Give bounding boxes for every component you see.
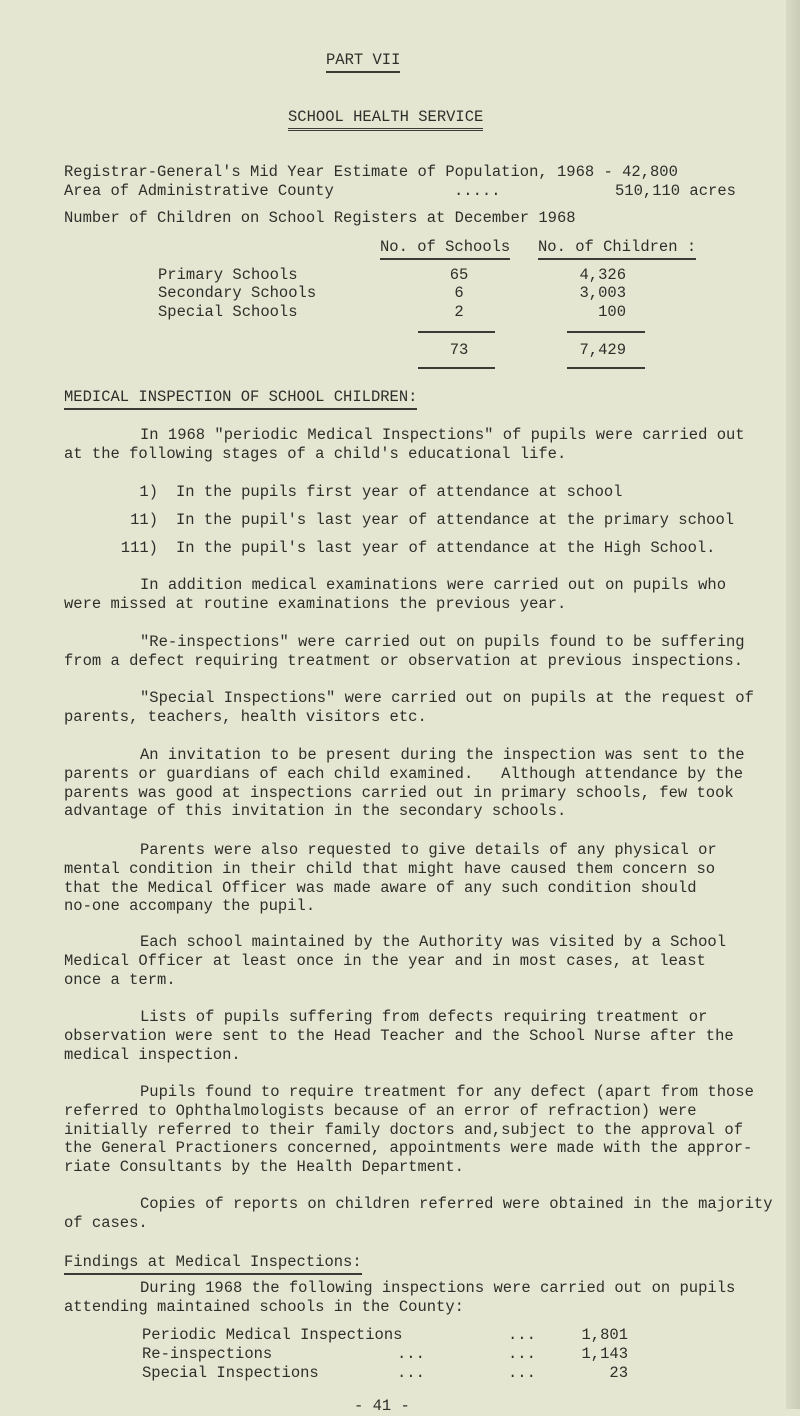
stage-number: 1): [139, 483, 158, 501]
total-schools: 73: [449, 341, 469, 359]
text-line: parents was good at inspections carried out in primary schools, few took: [64, 783, 734, 802]
findings-label: Re-inspections: [142, 1345, 273, 1363]
findings-label: Periodic Medical Inspections: [142, 1326, 403, 1344]
findings-dots: ...: [397, 1364, 425, 1382]
paragraph: [64, 841, 764, 916]
findings-dots: ...: [397, 1345, 425, 1363]
divider: [418, 331, 495, 333]
page-number: - 41 -: [354, 1397, 410, 1415]
text-line: Lists of pupils suffering from defects requiring treatment or: [140, 1008, 708, 1026]
row-children: 4,326: [579, 266, 626, 284]
row-children: 3,003: [579, 284, 626, 302]
findings-label: Special Inspections: [142, 1364, 319, 1382]
text-line: medical inspection.: [64, 1045, 241, 1064]
text-line: initially referred to their family doctors and,subject to the approval of: [64, 1120, 744, 1139]
paragraph: [64, 746, 764, 821]
paragraph: [64, 576, 764, 614]
text-line: no-one accompany the pupil.: [64, 897, 316, 916]
findings-value: 1,143: [581, 1345, 628, 1363]
medical-heading: MEDICAL INSPECTION OF SCHOOL CHILDREN:: [64, 387, 417, 410]
divider: [418, 367, 495, 369]
text-line: In 1968 "periodic Medical Inspections" of pupils were carried out: [140, 426, 745, 444]
paragraph: [64, 933, 764, 989]
findings-value: 1,801: [581, 1326, 628, 1344]
text-line: parents, teachers, health visitors etc.: [64, 707, 427, 726]
findings-dots: ...: [508, 1364, 536, 1382]
text-line: Parents were also requested to give details of any physical or: [140, 841, 717, 859]
header-children: No. of Children :: [538, 237, 696, 260]
findings-intro: [64, 1279, 764, 1317]
paragraph: [64, 689, 764, 727]
intro-paragraph: [64, 426, 764, 464]
text-line: observation were sent to the Head Teacher and the School Nurse after the: [64, 1026, 734, 1045]
stage-text: In the pupil's last year of attendance at the primary school: [176, 511, 735, 529]
text-line: Copies of reports on children referred were obtained in the majority: [140, 1195, 773, 1213]
page-edge: [786, 0, 800, 1409]
text-line: In addition medical examinations were carried out on pupils who: [140, 576, 726, 594]
stage-number: 11): [130, 511, 158, 529]
text-line: parents or guardians of each child examined. Although attendance by the: [64, 764, 744, 783]
text-line: "Special Inspections" were carried out on pupils at the request of: [140, 689, 754, 707]
text-line: the General Practioners concerned, appointments were made with the appror-: [64, 1139, 753, 1158]
page-title: SCHOOL HEALTH SERVICE: [288, 107, 483, 131]
header-schools: No. of Schools: [380, 237, 510, 260]
text-line: Medical Officer at least once in the year and in most cases, at least: [64, 951, 706, 970]
text-line: riate Consultants by the Health Department.: [64, 1158, 464, 1177]
paragraph: [64, 1083, 764, 1177]
text-line: Pupils found to require treatment for any defect (apart from those: [140, 1083, 754, 1101]
paragraph: [64, 1008, 764, 1064]
findings-value: 23: [609, 1364, 628, 1382]
text-line: attending maintained schools in the County:: [64, 1297, 464, 1316]
row-label: Secondary Schools: [158, 284, 317, 302]
text-line: advantage of this invitation in the secondary schools.: [64, 802, 567, 821]
row-schools: 2: [454, 303, 464, 321]
area-label: Area of Administrative County: [64, 182, 334, 200]
text-line: were missed at routine examinations the previous year.: [64, 594, 567, 613]
row-schools: 65: [449, 266, 469, 284]
row-label: Primary Schools: [158, 266, 298, 284]
text-line: During 1968 the following inspections were carried out on pupils: [140, 1279, 736, 1297]
divider: [567, 367, 645, 369]
registers-line: Number of Children on School Registers at December 1968: [64, 209, 576, 227]
stage-text: In the pupils first year of attendance at school: [176, 483, 623, 501]
text-line: once a term.: [64, 970, 176, 989]
area-dots: .....: [454, 182, 501, 200]
stage-number: 111): [120, 539, 158, 557]
text-line: referred to Ophthalmologists because of an error of refraction) were: [64, 1101, 697, 1120]
part-heading: PART VII: [326, 50, 400, 73]
row-label: Special Schools: [158, 303, 298, 321]
paragraph: [64, 1195, 773, 1233]
area-value: 510,110 acres: [615, 182, 736, 200]
findings-dots: ...: [508, 1326, 536, 1344]
findings-dots: ...: [508, 1345, 536, 1363]
row-schools: 6: [454, 284, 464, 302]
text-line: mental condition in their child that might have caused them concern so: [64, 859, 716, 878]
stage-text: In the pupil's last year of attendance at the High School.: [176, 539, 716, 557]
total-children: 7,429: [579, 341, 626, 359]
text-line: An invitation to be present during the inspection was sent to the: [140, 746, 745, 764]
text-line: "Re-inspections" were carried out on pupils found to be suffering: [140, 633, 745, 651]
divider: [567, 331, 645, 333]
row-children: 100: [598, 303, 626, 321]
text-line: that the Medical Officer was made aware of any such condition should: [64, 878, 697, 897]
population-line: Registrar-General's Mid Year Estimate of Population, 1968 - 42,800: [64, 163, 678, 181]
text-line: from a defect requiring treatment or observation at previous inspections.: [64, 651, 744, 670]
text-line: Each school maintained by the Authority was visited by a School: [140, 933, 726, 951]
text-line: of cases.: [64, 1213, 148, 1232]
text-line: at the following stages of a child's educational life.: [64, 444, 567, 463]
paragraph: [64, 633, 764, 671]
findings-heading: Findings at Medical Inspections:: [64, 1252, 362, 1275]
